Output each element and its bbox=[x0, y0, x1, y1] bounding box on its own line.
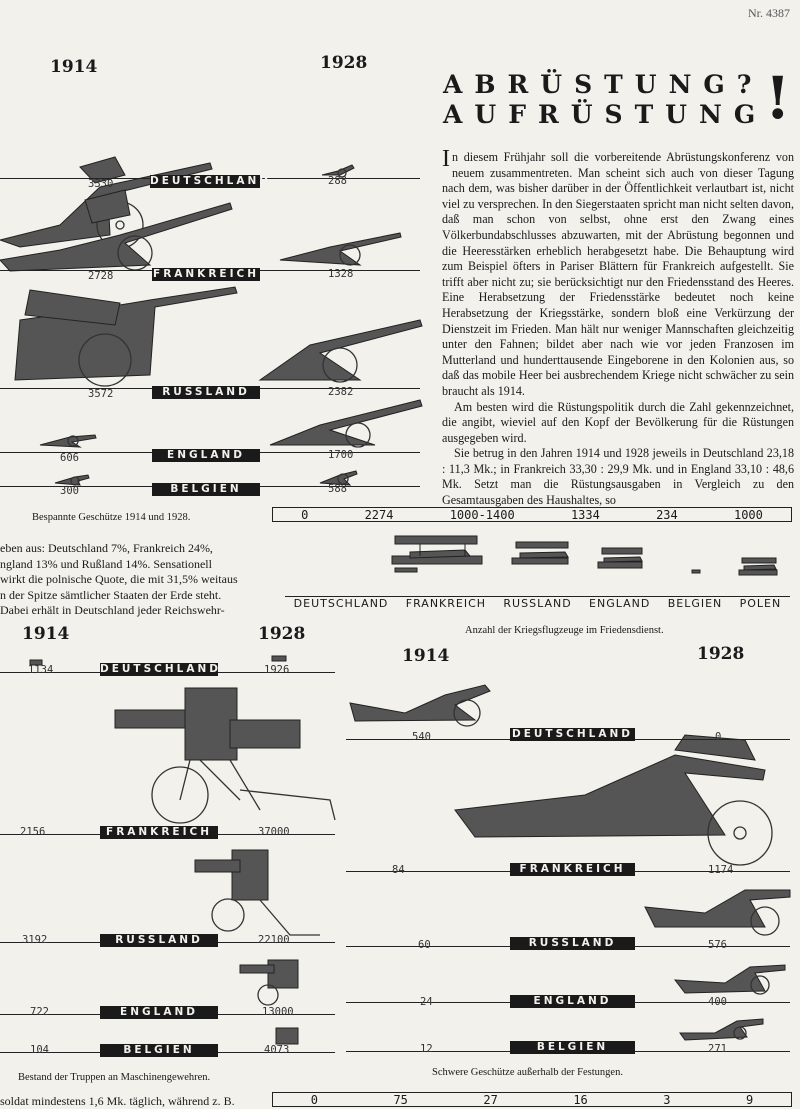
field-guns-russland-1914: 3572 bbox=[88, 388, 114, 400]
fragment-line: ngland 13% und Rußland 14%. Sensationell bbox=[0, 556, 212, 571]
field-gun-1914-russland-icon bbox=[15, 287, 237, 386]
machine-guns-caption: Bestand der Truppen an Maschinengewehren. bbox=[18, 1072, 211, 1083]
bottom-value: 16 bbox=[573, 1092, 588, 1107]
aircraft-country: ENGLAND bbox=[589, 597, 651, 610]
field-gun-1928-england-icon bbox=[270, 400, 422, 447]
machine-guns-england-label: ENGLAND bbox=[100, 1006, 218, 1019]
heavy-gun-1914-deutschland-icon bbox=[350, 685, 490, 726]
field-guns-frankreich-1914: 2728 bbox=[88, 270, 114, 282]
field-guns-england-1914: 606 bbox=[60, 452, 79, 464]
field-guns-england-1928: 1700 bbox=[328, 449, 354, 461]
text-fragment-left bbox=[0, 541, 272, 619]
fragment-line: eben aus: Deutschland 7%, Frankreich 24%, bbox=[0, 541, 213, 555]
field-guns-caption: Bespannte Geschütze 1914 und 1928. bbox=[32, 512, 191, 523]
heavy-guns-frankreich-label: FRANKREICH bbox=[510, 863, 635, 876]
aircraft-illustration bbox=[280, 528, 790, 594]
heavy-guns-england-label: ENGLAND bbox=[510, 995, 635, 1008]
machine-guns-england-1928: 13000 bbox=[262, 1006, 294, 1018]
machine-guns-frankreich-label: FRANKREICH bbox=[100, 826, 218, 839]
heavy-gun-1928-russland-icon bbox=[645, 890, 790, 935]
aircraft-value: 1334 bbox=[570, 507, 600, 522]
heavy-gun-1928-england-icon bbox=[675, 965, 785, 994]
machine-guns-belgien-label: BELGIEN bbox=[100, 1044, 218, 1057]
machine-guns-year-1928: 1928 bbox=[258, 624, 306, 644]
article-paragraph: Sie betrug in den Jahren 1914 und 1928 jeweils in Deutschland 23,18 : 11,3 Mk.; in Frankreich 33,30 : 29,9 Mk. und in England 33,10 : 48,6 Mk. Setzt man die Rüstungsausgaben in Vergleich zu den Gesamtausgaben des Haushaltes, so bbox=[442, 446, 794, 508]
machine-guns-russland-1914: 3192 bbox=[22, 934, 48, 946]
field-guns-year-1928: 1928 bbox=[320, 53, 368, 73]
machine-guns-russland-1928: 22100 bbox=[258, 934, 290, 946]
aircraft-country: RUSSLAND bbox=[503, 597, 572, 610]
aircraft-belgien-icon bbox=[692, 570, 700, 573]
aircraft-polen-icon bbox=[739, 558, 777, 575]
heavy-guns-belgien-1914: 12 bbox=[420, 1043, 433, 1055]
heavy-guns-year-1928: 1928 bbox=[697, 644, 745, 664]
field-guns-england-label: ENGLAND bbox=[152, 449, 260, 462]
aircraft-country-row bbox=[285, 596, 790, 610]
title-exclamation: ! bbox=[765, 64, 791, 132]
aircraft-country: DEUTSCHLAND bbox=[293, 597, 389, 610]
fragment-line: n der Spitze sämtlicher Staaten der Erde steht. bbox=[0, 587, 222, 602]
machine-guns-frankreich-1914: 2156 bbox=[20, 826, 46, 838]
machine-gun-1928-deutschland-icon bbox=[272, 656, 286, 661]
bottom-value: 0 bbox=[310, 1092, 318, 1107]
aircraft-country: BELGIEN bbox=[667, 597, 723, 610]
field-guns-deutschland-1928: 288 bbox=[328, 175, 347, 187]
heavy-guns-deutschland-label: DEUTSCHLAND bbox=[510, 728, 635, 741]
field-guns-belgien-label: BELGIEN bbox=[152, 483, 260, 496]
field-guns-belgien-1914: 300 bbox=[60, 485, 79, 497]
field-guns-russland-label: RUSSLAND bbox=[152, 386, 260, 399]
bottom-value: 27 bbox=[483, 1092, 498, 1107]
heavy-guns-illustration bbox=[345, 665, 795, 1045]
field-gun-1914-belgien-icon bbox=[55, 475, 89, 485]
bottom-values-bar bbox=[272, 1092, 792, 1107]
heavy-guns-england-1928: 400 bbox=[708, 996, 727, 1008]
page-number: Nr. 4387 bbox=[748, 6, 790, 20]
article-paragraph: In diesem Frühjahr soll die vorbereitende Abrüstungskonferenz von neuem zusammentreten. Man scheint sich auch von dieser Tagung nach dem, was bisher darüber in der Öffentlichkeit verlautbart ist, nicht viel zu versprechen. In den Siegerstaaten spricht man nicht selten davon, daß man schon von selbst, ohne erst den Zwang eines Völkerbundabschlusses abzuwarten, mit der Abrüstung begonnen und die Heeresstärken erheblich herabgesetzt habe. Die Behauptung wird zum Beispiel öfters in Pariser Blättern für Frankreich aufgestellt. Sie trifft aber nicht zu; sie berücksichtigt nur den Friedensstand des Heeres. Eine Herabsetzung der Friedensstärke bedeutet noch keine Herabsetzung der Kriegsstärke, sondern bloß eine Verkürzung der Dienstzeit im Frieden. Man hält nur weniger Mannschaften gleichzeitig unter den Fahnen; bildet aber nach wie vor jeden Franzosen im Mutterland und hunderttausende Eingeborene in den Kolonien aus, so daß das mobile Heer bei ausbrechendem Kriege nicht schwächer zu sein braucht als 1914. bbox=[442, 146, 794, 398]
aircraft-value: 1000 bbox=[733, 507, 763, 522]
machine-gun-1928-frankreich-icon bbox=[115, 688, 335, 823]
machine-gun-1928-belgien-icon bbox=[276, 1028, 298, 1044]
aircraft-frankreich-icon bbox=[392, 536, 482, 572]
bottom-value: 9 bbox=[745, 1092, 754, 1107]
field-gun-1928-frankreich-icon bbox=[280, 233, 401, 265]
heavy-guns-year-1914: 1914 bbox=[402, 646, 450, 666]
machine-guns-frankreich-1928: 37000 bbox=[258, 826, 290, 838]
bottom-text-fragment: soldat mindestens 1,6 Mk. täglich, während z. B. bbox=[0, 1094, 235, 1108]
machine-guns-deutschland-label: DEUTSCHLAND bbox=[100, 663, 221, 675]
fragment-line: wirkt die polnische Quote, die mit 31,5% weitaus bbox=[0, 572, 238, 586]
heavy-guns-frankreich-1928: 1174 bbox=[708, 864, 734, 876]
field-guns-illustration bbox=[0, 75, 430, 495]
machine-gun-1928-england-icon bbox=[240, 960, 298, 1005]
machine-guns-illustration bbox=[0, 650, 340, 1060]
aircraft-value: 234 bbox=[656, 507, 678, 522]
heavy-guns-deutschland-1914: 540 bbox=[412, 731, 431, 743]
field-guns-belgien-1928: 588 bbox=[328, 483, 347, 495]
fragment-line: Dabei erhält in Deutschland jeder Reichswehr- bbox=[0, 603, 225, 617]
aircraft-value: 2274 bbox=[364, 507, 394, 522]
title-line-1: ABRÜSTUNG? bbox=[443, 70, 764, 99]
heavy-guns-england-1914: 24 bbox=[420, 996, 433, 1008]
heavy-guns-russland-label: RUSSLAND bbox=[510, 937, 635, 950]
article-body bbox=[442, 146, 794, 509]
machine-guns-russland-label: RUSSLAND bbox=[100, 934, 218, 947]
heavy-guns-frankreich-1914: 84 bbox=[392, 864, 405, 876]
aircraft-caption: Anzahl der Kriegsflugzeuge im Friedensdienst. bbox=[465, 625, 664, 636]
article-paragraph: Am besten wird die Rüstungspolitik durch die Zahl gekennzeichnet, die angibt, wieviel auf den Kopf der Bevölkerung für die Rüstungen ausgegeben wird. bbox=[442, 399, 794, 445]
heavy-gun-1928-frankreich-icon bbox=[455, 735, 772, 865]
machine-guns-belgien-1928: 4073 bbox=[264, 1044, 290, 1056]
aircraft-country: POLEN bbox=[739, 597, 782, 610]
heavy-guns-russland-1914: 60 bbox=[418, 939, 431, 951]
machine-guns-england-1914: 722 bbox=[30, 1006, 49, 1018]
bottom-value: 3 bbox=[663, 1092, 671, 1107]
machine-gun-1928-russland-icon bbox=[195, 850, 320, 935]
aircraft-england-icon bbox=[598, 548, 642, 568]
aircraft-value: 0 bbox=[301, 507, 309, 522]
title-line-2: AUFRÜSTUNG bbox=[443, 100, 768, 129]
field-guns-deutschland-1914: 3330 bbox=[88, 178, 114, 190]
field-guns-russland-1928: 2382 bbox=[328, 386, 354, 398]
heavy-gun-1928-belgien-icon bbox=[680, 1019, 763, 1040]
machine-guns-deutschland-1928: 1926 bbox=[264, 664, 290, 676]
heavy-guns-belgien-1928: 271 bbox=[708, 1043, 727, 1055]
heavy-guns-russland-1928: 576 bbox=[708, 939, 727, 951]
field-guns-frankreich-label: FRANKREICH bbox=[153, 268, 259, 280]
heavy-guns-caption: Schwere Geschütze außerhalb der Festungen. bbox=[432, 1067, 623, 1078]
field-gun-1928-russland-icon bbox=[260, 320, 422, 382]
aircraft-country: FRANKREICH bbox=[405, 597, 487, 610]
heavy-guns-deutschland-1928: 0 bbox=[715, 731, 722, 743]
heavy-guns-belgien-label: BELGIEN bbox=[510, 1041, 635, 1054]
machine-guns-belgien-1914: 104 bbox=[30, 1044, 49, 1056]
aircraft-russland-icon bbox=[512, 542, 568, 564]
field-guns-year-1914: 1914 bbox=[50, 57, 98, 77]
field-gun-1914-frankreich-icon bbox=[0, 190, 232, 271]
bottom-value: 75 bbox=[393, 1092, 408, 1107]
machine-guns-deutschland-1914: 1134 bbox=[28, 664, 54, 676]
aircraft-values-bar bbox=[272, 507, 792, 522]
aircraft-value: 1000-1400 bbox=[449, 507, 515, 522]
field-guns-frankreich-1928: 1328 bbox=[328, 268, 354, 280]
field-gun-1914-england-icon bbox=[40, 435, 96, 447]
machine-guns-year-1914: 1914 bbox=[22, 624, 70, 644]
field-guns-deutschland-label: DEUTSCHLAND bbox=[150, 175, 271, 187]
